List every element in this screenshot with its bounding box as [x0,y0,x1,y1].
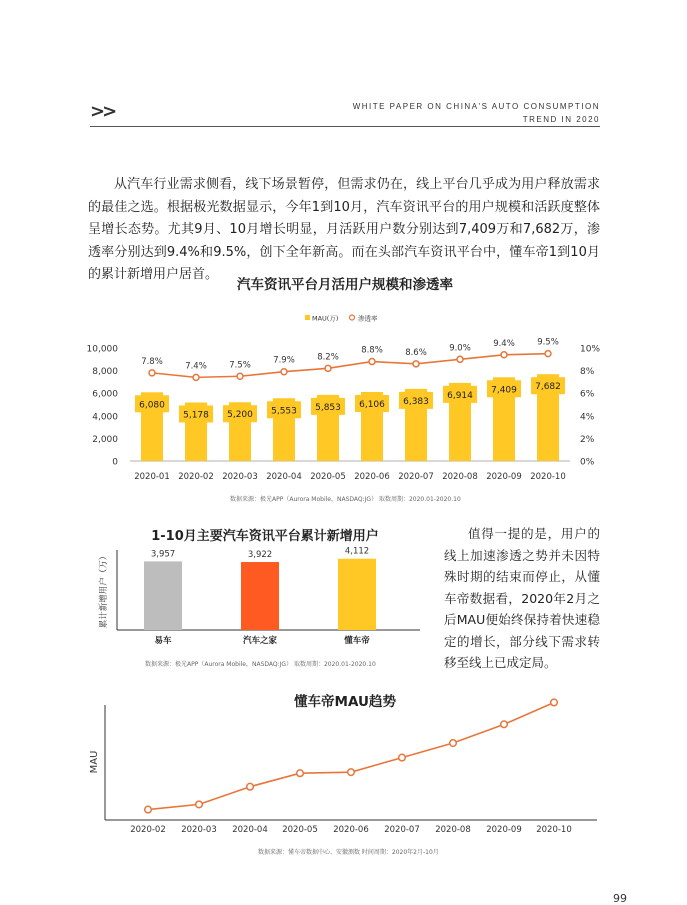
mau-bar-label: 7,409 [491,385,517,396]
y-tick-label-right: 6% [580,389,595,400]
chart1-title: 汽车资讯平台月活用户规模和渗透率 [237,277,453,293]
chart1-x-tick-label: 2020-05 [310,472,346,482]
dcd-mau-point [501,721,508,728]
chart1-x-tick-label: 2020-03 [222,472,258,482]
dcd-mau-point [145,806,152,813]
penetration-label: 9.5% [537,337,559,348]
penetration-point [193,374,199,380]
chart2-y-label: 累计新增用户（万） [99,551,109,629]
y-tick-label-left: 10,000 [86,344,118,355]
penetration-point [413,361,419,367]
chart3-x-tick-label: 2020-04 [232,825,268,835]
dcd-mau-point [297,770,304,777]
penetration-point [281,369,287,375]
new-users-bar [241,562,279,630]
penetration-label: 7.8% [141,356,163,367]
chart2-source: 数据来源：极光APP（Aurora Mobile，NASDAQ:JG） 取数周期：2020.01-2020.10 [145,661,376,668]
new-users-bar-label: 3,922 [247,550,273,561]
chart3-x-tick-label: 2020-10 [536,825,572,835]
dcd-mau-point [247,783,254,790]
chart3-x-tick-label: 2020-02 [130,825,166,835]
chart3-source: 数据来源：懂车帝数据中心、安徽测数 时间周期：2020年2月-10月 [258,849,439,856]
mau-bar-label: 5,200 [227,410,253,421]
header-title-line1: WHITE PAPER ON CHINA'S AUTO CONSUMPTION [352,102,600,111]
new-users-bar-label: 3,957 [150,549,176,560]
new-users-bar [338,559,376,630]
mau-bar-label: 6,914 [447,390,473,401]
legend-label-mau: MAU(万) [312,314,339,323]
y-tick-label-left: 0 [112,457,118,468]
mau-bar-label: 5,853 [315,402,341,413]
chart1-source: 数据来源：极光APP（Aurora Mobile，NASDAQ:JG） 取数周期：2020.01-2020.10 [230,496,461,503]
intro-paragraph: 从汽车行业需求侧看，线下场景暂停，但需求仍在，线上平台几乎成为用户释放需求的最佳之选。根据极光数据显示，今年1到10月，汽车资讯平台的用户规模和活跃度整体呈增长态势。尤其9月、10月增长明显，月活跃用户数分别达到7,409万和7,682万，渗透率分别达到9.4%和9.5%，创下全年新高。而在头部汽车资讯平台中，懂车帝1到10月的累计新增用户居首。 [88,177,600,282]
y-tick-label-right: 8% [580,367,595,378]
chart1-x-tick-label: 2020-01 [134,472,170,482]
chart3-x-tick-label: 2020-06 [333,825,369,835]
chart1-x-tick-label: 2020-02 [178,472,214,482]
penetration-label: 8.8% [361,345,383,356]
penetration-point [457,356,463,362]
chart2-x-tick-label: 易车 [154,636,172,646]
chart3-x-tick-label: 2020-08 [435,825,471,835]
legend-swatch-mau [305,315,310,320]
y-tick-label-left: 8,000 [92,367,118,378]
y-tick-label-left: 2,000 [92,434,118,445]
penetration-label: 7.4% [185,361,207,372]
chart3-x-tick-label: 2020-07 [384,825,420,835]
chart2-title: 1-10月主要汽车资讯平台累计新增用户 [151,529,379,544]
chart3-x-tick-label: 2020-03 [181,825,217,835]
y-tick-label-right: 0% [580,457,595,468]
penetration-point [237,373,243,379]
chart3-y-label: MAU [89,750,100,774]
dcd-mau-line [148,702,554,809]
penetration-point [325,365,331,371]
penetration-label: 9.4% [493,338,515,349]
penetration-label: 7.9% [273,355,295,366]
mau-bar-label: 6,106 [359,400,385,411]
penetration-label: 9.0% [449,343,471,354]
chart1-x-tick-label: 2020-10 [530,472,566,482]
mau-bar-label: 6,080 [139,400,165,411]
side-paragraph: 值得一提的是，用户的线上加速渗透之势并未因特殊时期的结束而停止，从懂车帝数据看，2020年2月之后MAU便始终保持着快速稳定的增长，部分线下需求转移至线上已成定局。 [444,526,600,670]
y-tick-label-right: 4% [580,412,595,423]
dcd-mau-point [196,801,203,808]
chart1-x-tick-label: 2020-06 [354,472,390,482]
penetration-label: 8.2% [317,352,339,363]
chart1-x-tick-label: 2020-08 [442,472,478,482]
mau-bar-label: 5,178 [183,410,209,421]
penetration-label: 8.6% [405,347,427,358]
dcd-mau-point [399,754,406,761]
header-chevron: >> [90,101,115,122]
chart3-x-tick-label: 2020-09 [486,825,522,835]
y-tick-label-right: 2% [580,434,595,445]
penetration-line [152,354,548,378]
chart3-x-tick-label: 2020-05 [282,825,318,835]
chart1-x-tick-label: 2020-04 [266,472,302,482]
penetration-point [149,370,155,376]
page-number: 99 [613,892,627,905]
new-users-bar-label: 4,112 [344,546,370,557]
y-tick-label-left: 4,000 [92,412,118,423]
mau-bar-label: 7,682 [535,382,561,393]
penetration-point [545,351,551,357]
chart1-x-tick-label: 2020-09 [486,472,522,482]
new-users-bar [144,561,182,630]
penetration-point [369,359,375,365]
dcd-mau-point [450,740,457,747]
penetration-point [501,352,507,358]
legend-swatch-penetration [350,315,355,320]
chart2-x-tick-label: 汽车之家 [242,636,278,646]
y-tick-label-left: 6,000 [92,389,118,400]
dcd-mau-point [551,699,558,706]
header-title-line2: TREND IN 2020 [522,115,600,124]
dcd-mau-point [348,769,355,776]
penetration-label: 7.5% [229,360,251,371]
mau-bar-label: 5,553 [271,406,297,417]
y-tick-label-right: 10% [580,344,601,355]
chart2-x-tick-label: 懂车帝 [344,636,370,646]
chart1-x-tick-label: 2020-07 [398,472,434,482]
legend-label-penetration: 渗透率 [358,314,378,323]
mau-bar-label: 6,383 [403,396,429,407]
chart3-title: 懂车帝MAU趋势 [294,694,396,710]
